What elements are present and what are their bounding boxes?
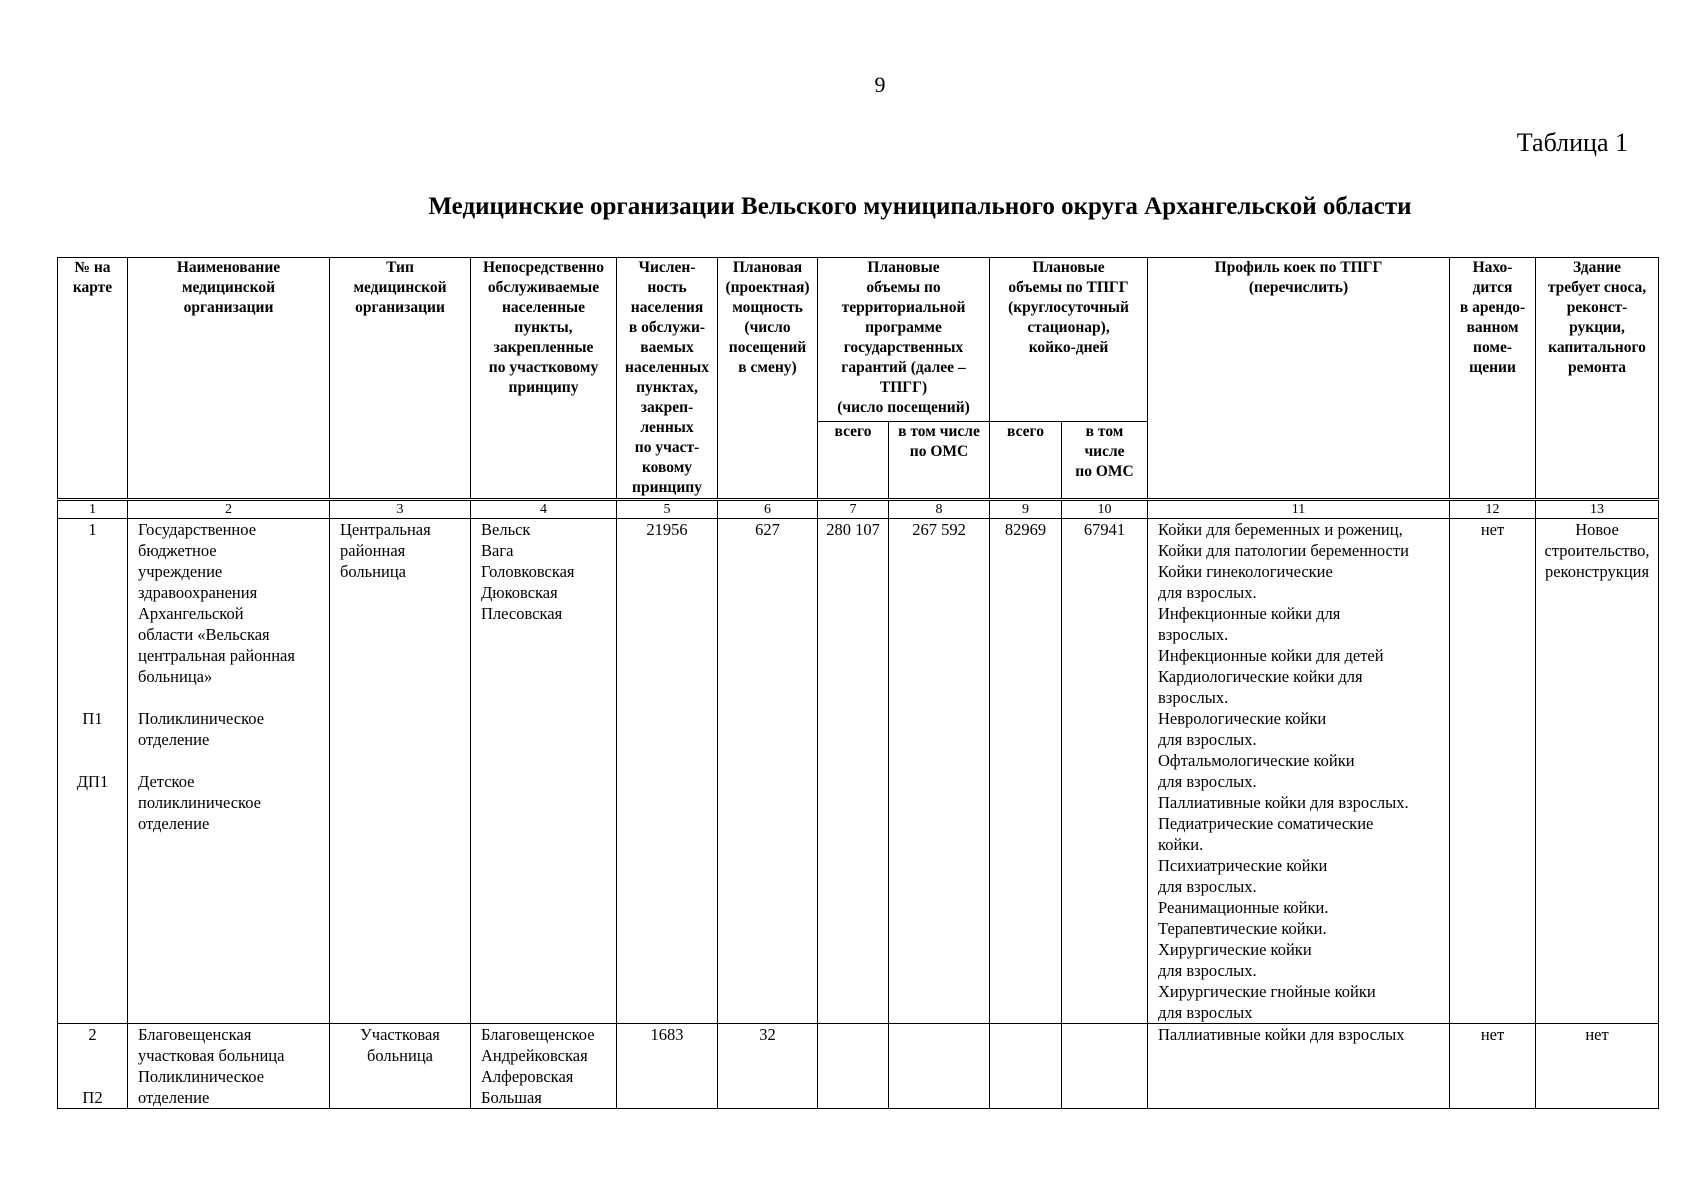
text-line: Андрейковская — [481, 1046, 588, 1065]
column-numbers-row — [58, 500, 1659, 519]
cell-capacity: 627 — [718, 519, 818, 1024]
column-number: 1 — [58, 500, 128, 519]
text-line: Инфекционные койки для детей — [1158, 646, 1384, 665]
text-line: Профиль коек по ТПГГ — [1214, 259, 1383, 276]
text-line: Койки для патологии беременности — [1158, 541, 1409, 560]
text-line: мощность — [732, 299, 803, 316]
text-line: Плановая — [732, 259, 803, 276]
text-line: в арендо- — [1459, 299, 1526, 316]
header-org-type — [330, 258, 471, 500]
cell-leased: нет — [1450, 519, 1536, 1024]
text-line: Плесовская — [481, 604, 563, 623]
text-line: Наименование — [176, 259, 281, 276]
text-line: ванном — [1466, 319, 1519, 336]
header-org-name — [128, 258, 330, 500]
text-line: посещений — [728, 339, 807, 356]
text-line: медицинской — [353, 279, 447, 296]
text-line: Центральная — [340, 520, 431, 539]
cell-org-name — [128, 1024, 330, 1109]
text-line: Паллиативные койки для взрослых — [1158, 1025, 1405, 1044]
text-line: Нахо- — [1472, 259, 1513, 276]
column-number: 6 — [718, 500, 818, 519]
text-line: отделение — [138, 1088, 210, 1107]
text-line: рукции, — [1569, 319, 1625, 336]
table-label: Таблица 1 — [1516, 128, 1628, 157]
cell-localities — [471, 519, 617, 1024]
text-line: по участ- — [634, 439, 700, 456]
text-line: Плановые — [867, 259, 940, 276]
header-planned-visits — [818, 258, 990, 422]
column-number: 11 — [1148, 500, 1450, 519]
text-line: для взрослых — [1158, 1003, 1253, 1022]
text-line: объемы по ТПГГ — [1008, 279, 1129, 296]
subheader-beddays-oms — [1062, 421, 1148, 499]
cell-beddays-total — [990, 1024, 1062, 1109]
text-line: Хирургические койки — [1158, 940, 1312, 959]
text-line: центральная районная — [138, 646, 295, 665]
text-line: Благовещенская — [138, 1025, 252, 1044]
text-line: государственных — [843, 339, 964, 356]
text-line: Неврологические койки — [1158, 709, 1327, 728]
cell-visits-oms: 267 592 — [889, 519, 990, 1024]
text-line: (круглосуточный — [1008, 299, 1129, 316]
text-line: Плановые — [1032, 259, 1105, 276]
text-line: области «Вельская — [138, 625, 270, 644]
text-line: Офтальмологические койки — [1158, 751, 1355, 770]
text-line: территориальной — [841, 299, 966, 316]
text-line: Вага — [481, 541, 514, 560]
text-line: населения — [630, 299, 704, 316]
column-number: 10 — [1062, 500, 1148, 519]
text-line: карте — [72, 279, 113, 296]
text-line: Дюковская — [481, 583, 558, 602]
header-leased — [1450, 258, 1536, 500]
text-line: больница» — [138, 667, 213, 686]
text-line: Числен- — [638, 259, 696, 276]
text-line: Здание — [1572, 259, 1622, 276]
column-number: 3 — [330, 500, 471, 519]
text-line: ремонта — [1567, 359, 1627, 376]
text-line: стационар), — [1027, 319, 1110, 336]
column-number: 5 — [617, 500, 718, 519]
cell-map-no: 1 П1 ДП1 — [58, 519, 128, 1024]
document-title: Медицинские организации Вельского муниципального округа Архангельской области — [428, 193, 1412, 220]
text-line: реконст- — [1566, 299, 1628, 316]
text-line: поме- — [1473, 339, 1513, 356]
text-line: капитального — [1548, 339, 1646, 356]
text-line: гарантий (далее – — [841, 359, 966, 376]
text-line: в обслужи- — [628, 319, 706, 336]
text-line: Архангельской — [138, 604, 244, 623]
text-line: взрослых. — [1158, 625, 1229, 644]
header-planned-beddays — [990, 258, 1148, 422]
cell-org-name — [128, 519, 330, 1024]
text-line: поликлиническое — [138, 793, 261, 812]
text-line: обслуживаемые — [487, 279, 600, 296]
text-line: больница — [340, 562, 406, 581]
text-line: организации — [183, 299, 274, 316]
header-capacity — [718, 258, 818, 500]
column-number: 2 — [128, 500, 330, 519]
column-number: 13 — [1536, 500, 1659, 519]
text-line: населенные — [501, 299, 586, 316]
subheader-visits-oms — [889, 421, 990, 499]
table-row — [58, 519, 1659, 1024]
text-line: Реанимационные койки. — [1158, 898, 1329, 917]
header-building — [1536, 258, 1659, 500]
cell-population: 21956 — [617, 519, 718, 1024]
text-line: в смену) — [738, 359, 797, 376]
text-line: взрослых. — [1158, 688, 1229, 707]
text-line: Койки гинекологические — [1158, 562, 1333, 581]
text-line: больница — [367, 1046, 433, 1065]
text-line: Хирургические гнойные койки — [1158, 982, 1376, 1001]
page-number: 9 — [874, 72, 886, 97]
text-line: по участковому — [488, 359, 599, 376]
text-line: (проектная) — [725, 279, 810, 296]
text-line: Новое — [1575, 520, 1619, 539]
text-line: для взрослых. — [1158, 877, 1257, 896]
text-line: числе — [1084, 442, 1125, 460]
text-line: (число посещений) — [837, 399, 970, 416]
text-line: в том числе — [898, 422, 980, 440]
text-line: населенных — [625, 359, 709, 376]
text-line: Большая — [481, 1088, 542, 1107]
cell-population: 1683 — [617, 1024, 718, 1109]
cell-leased: нет — [1450, 1024, 1536, 1109]
text-line: районная — [340, 541, 406, 560]
text-line: Благовещенское — [481, 1025, 595, 1044]
text-line: Непосредственно — [483, 259, 604, 276]
text-line: ваемых — [640, 339, 694, 356]
text-line: Тип — [386, 259, 414, 276]
text-line: Детское — [138, 772, 195, 791]
text-line: требует сноса, — [1547, 279, 1647, 296]
text-line: Государственное — [138, 520, 257, 539]
column-number: 7 — [818, 500, 889, 519]
text-line: закреп- — [640, 399, 694, 416]
text-line: пункты, — [514, 319, 573, 336]
subheader-visits-total: всего — [818, 421, 889, 499]
text-line: принципу — [632, 479, 702, 496]
column-number: 4 — [471, 500, 617, 519]
text-line: (перечислить) — [1248, 279, 1349, 296]
text-line: в том — [1085, 422, 1124, 440]
text-line: дится — [1472, 279, 1513, 296]
cell-bed-profiles — [1148, 519, 1450, 1024]
text-line: участковая больница — [138, 1046, 285, 1065]
text-line: щении — [1469, 359, 1516, 376]
text-line: (число — [744, 319, 791, 336]
text-line: здравоохранения — [138, 583, 258, 602]
text-line: реконструкция — [1544, 562, 1650, 581]
text-line: № на — [74, 259, 111, 276]
text-line: Кардиологические койки для — [1158, 667, 1363, 686]
cell-beddays-total: 82969 — [990, 519, 1062, 1024]
text-line: для взрослых. — [1158, 583, 1257, 602]
text-line: Психиатрические койки — [1158, 856, 1328, 875]
cell-beddays-oms: 67941 — [1062, 519, 1148, 1024]
text-line: учреждение — [138, 562, 223, 581]
cell-visits-total — [818, 1024, 889, 1109]
text-line: закрепленные — [493, 339, 594, 356]
text-line: объемы по — [866, 279, 941, 296]
header-localities — [471, 258, 617, 500]
header-population — [617, 258, 718, 500]
header-map-no — [58, 258, 128, 500]
cell-visits-total: 280 107 — [818, 519, 889, 1024]
cell-map-no: 2 П2 — [58, 1024, 128, 1109]
text-line: организации — [355, 299, 445, 316]
column-number: 8 — [889, 500, 990, 519]
cell-bed-profiles — [1148, 1024, 1450, 1109]
text-line: бюджетное — [138, 541, 217, 560]
text-line: койко-дней — [1028, 339, 1109, 356]
text-line: ность — [647, 279, 687, 296]
organizations-table — [57, 257, 1659, 1109]
text-line: ленных — [640, 419, 694, 436]
column-number: 12 — [1450, 500, 1536, 519]
text-line: Головковская — [481, 562, 575, 581]
text-line: нет — [1585, 1025, 1609, 1044]
text-line: ТПГГ) — [879, 379, 928, 396]
text-line: для взрослых. — [1158, 772, 1257, 791]
text-line: Алферовская — [481, 1067, 574, 1086]
text-line: программе — [865, 319, 942, 336]
column-number: 9 — [990, 500, 1062, 519]
table-row — [58, 1024, 1659, 1109]
text-line: по ОМС — [909, 442, 969, 460]
text-line: Паллиативные койки для взрослых. — [1158, 793, 1409, 812]
text-line: медицинской — [181, 279, 276, 296]
text-line: Педиатрические соматические — [1158, 814, 1374, 833]
text-line: Поликлиническое — [138, 1067, 265, 1086]
text-line: Поликлиническое — [138, 709, 265, 728]
cell-beddays-oms — [1062, 1024, 1148, 1109]
text-line: ковому — [641, 459, 693, 476]
header-bed-profile — [1148, 258, 1450, 500]
cell-org-type — [330, 519, 471, 1024]
cell-org-type — [330, 1024, 471, 1109]
text-line: Терапевтические койки. — [1158, 919, 1327, 938]
text-line: пунктах, — [636, 379, 698, 396]
cell-visits-oms — [889, 1024, 990, 1109]
text-line: Участковая — [360, 1025, 440, 1044]
text-line: отделение — [138, 730, 210, 749]
cell-building — [1536, 1024, 1659, 1109]
text-line: для взрослых. — [1158, 961, 1257, 980]
subheader-beddays-total: всего — [990, 421, 1062, 499]
text-line: строительство, — [1544, 541, 1650, 560]
text-line: по ОМС — [1075, 462, 1134, 480]
cell-localities — [471, 1024, 617, 1109]
text-line: Койки для беременных и рожениц, — [1158, 520, 1403, 539]
text-line: Инфекционные койки для — [1158, 604, 1341, 623]
cell-building — [1536, 519, 1659, 1024]
text-line: принципу — [508, 379, 579, 396]
text-line: отделение — [138, 814, 210, 833]
text-line: койки. — [1158, 835, 1204, 854]
text-line: Вельск — [481, 520, 531, 539]
cell-capacity: 32 — [718, 1024, 818, 1109]
text-line: для взрослых. — [1158, 730, 1257, 749]
